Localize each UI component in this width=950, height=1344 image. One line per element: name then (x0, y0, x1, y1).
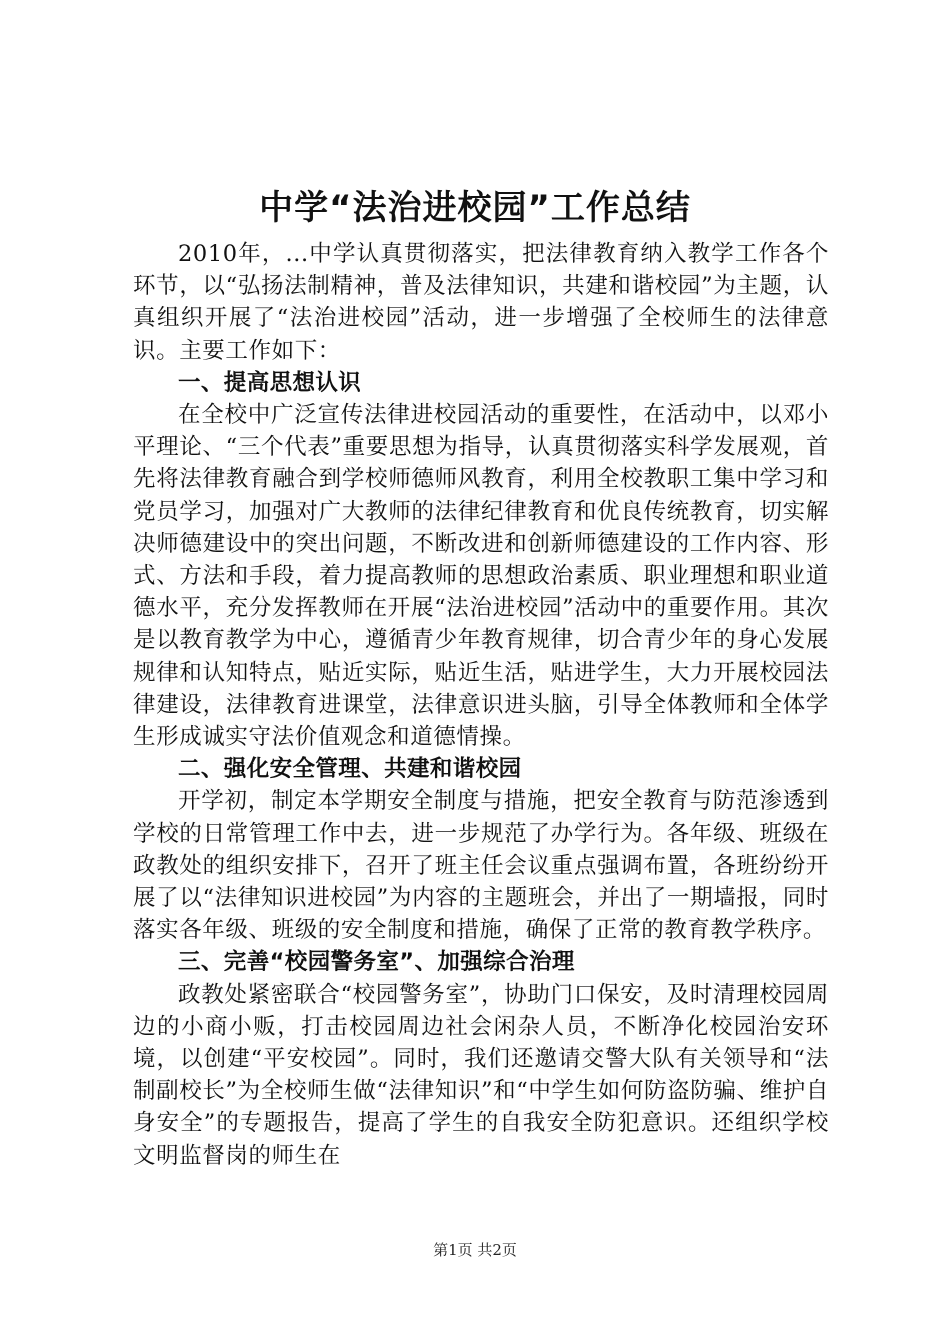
section-body-3: 政教处紧密联合“校园警务室”，协助门口保安，及时清理校园周边的小商小贩，打击校园周边社会闲杂人员，不断净化校园治安环境，以创建“平安校园”。同时，我们还邀请交警大队有关领导和“法制副校长”为全校师生做“法律知识”和“中学生如何防盗防骗、维护自身安全”的专题报告，提高了学生的自我安全防犯意识。还组织学校文明监督岗的师生在 (133, 981, 829, 1169)
section-heading-1: 一、提高思想认识 (178, 369, 362, 396)
section-heading-3: 三、完善“校园警务室”、加强综合治理 (178, 949, 575, 976)
section-body-1: 在全校中广泛宣传法律进校园活动的重要性，在活动中，以邓小平理论、“三个代表”重要思想为指导，认真贯彻落实科学发展观，首先将法律教育融合到学校师德师风教育，利用全校教职工集中学习和党员学习，加强对广大教师的法律纪律教育和优良传统教育，切实解决师德建设中的突出问题，不断改进和创新师德建设的工作内容、形式、方法和手段，着力提高教师的思想政治素质、职业理想和职业道德水平，充分发挥教师在开展“法治进校园”活动中的重要作用。其次是以教育教学为中心，遵循青少年教育规律，切合青少年的身心发展规律和认知特点，贴近实际，贴近生活，贴进学生，大力开展校园法律建设，法律教育进课堂，法律意识进头脑，引导全体教师和全体学生形成诚实守法价值观念和道德情操。 (133, 402, 829, 751)
document-body (133, 238, 829, 1172)
section-body-2: 开学初，制定本学期安全制度与措施，把安全教育与防范渗透到学校的日常管理工作中去，进一步规范了办学行为。各年级、班级在政教处的组织安排下，召开了班主任会议重点强调布置，各班纷纷开展了以“法律知识进校园”为内容的主题班会，并出了一期墙报，同时落实各年级、班级的安全制度和措施，确保了正常的教育教学秩序。 (133, 788, 829, 944)
document-title: 中学“法治进校园”工作总结 (259, 188, 691, 228)
intro-paragraph: 2010年，...中学认真贯彻落实，把法律教育纳入教学工作各个环节，以“弘扬法制精神，普及法律知识，共建和谐校园”为主题，认真组织开展了“法治进校园”活动，进一步增强了全校师生的法律意识。主要工作如下： (133, 241, 829, 364)
page-footer: 第1页 共2页 (433, 1241, 517, 1259)
section-heading-2: 二、强化安全管理、共建和谐校园 (178, 756, 522, 783)
